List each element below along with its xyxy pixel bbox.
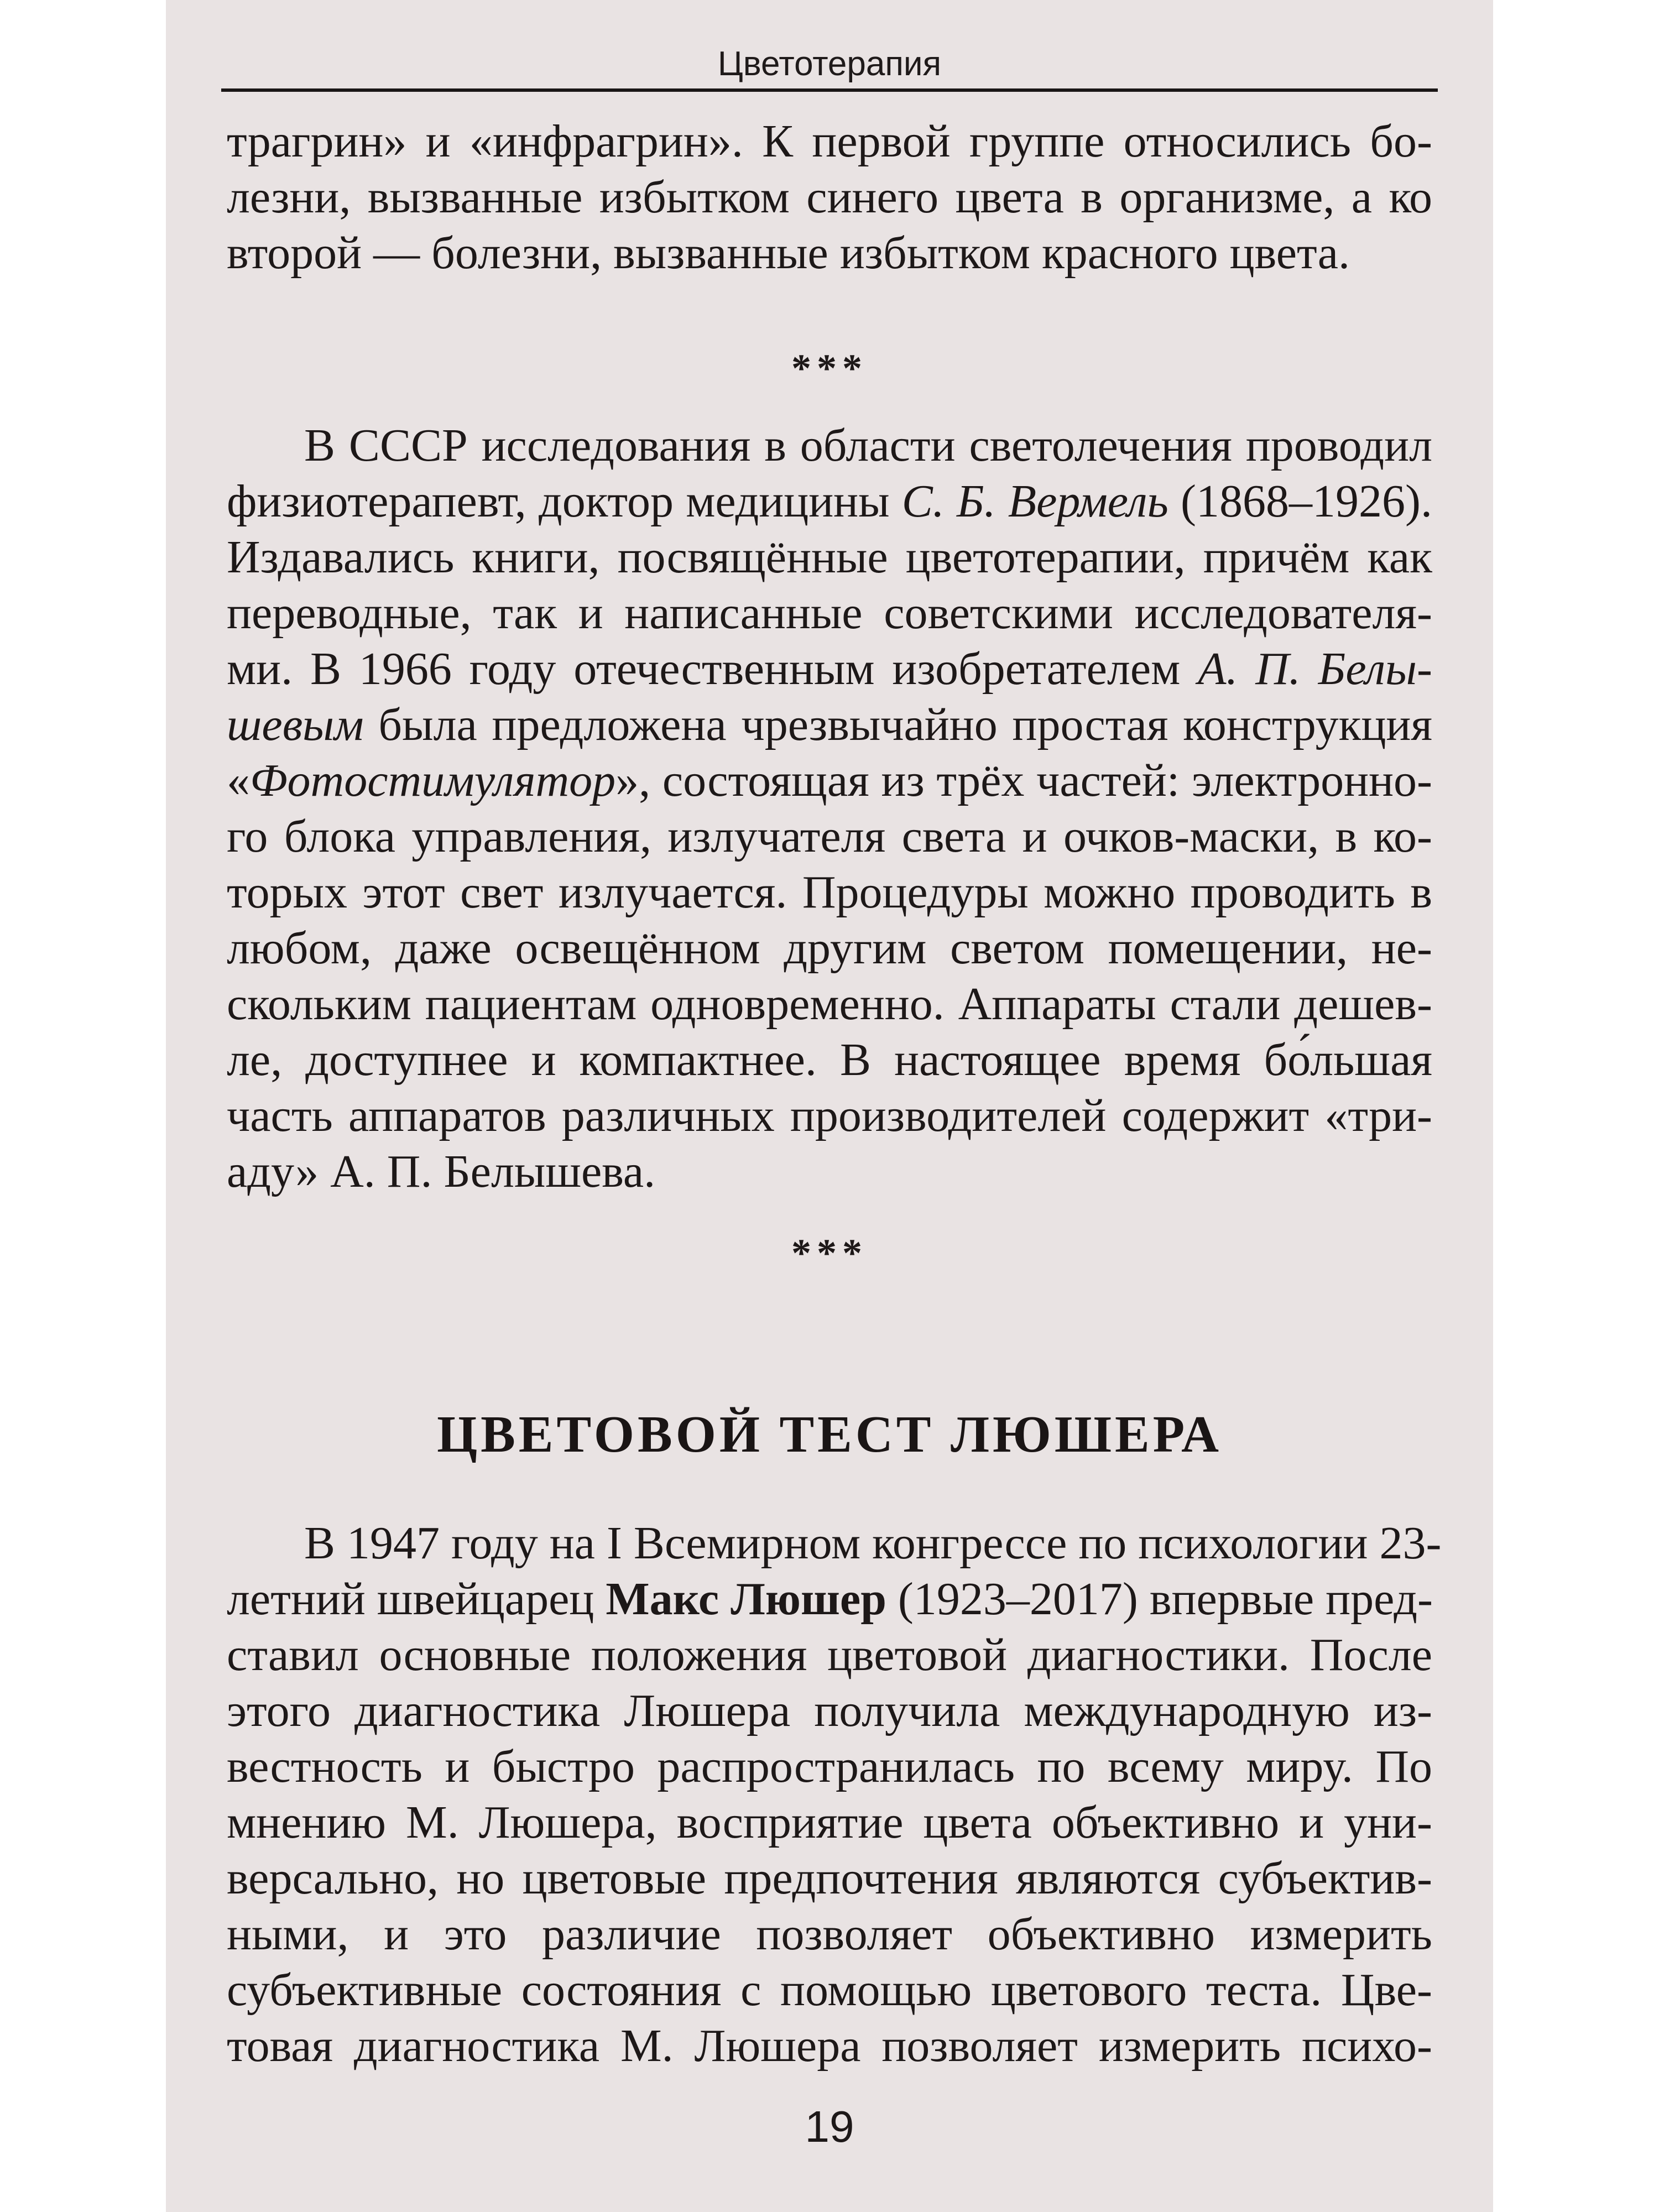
- text-line: версально, но цветовые предпочтения являются субъектив-: [227, 1853, 1432, 1904]
- text-line: В СССР исследования в области светолечения проводил: [304, 420, 1432, 471]
- text-segment: физиотерапевт, доктор медицины: [227, 476, 902, 527]
- text-segment: «: [227, 755, 250, 806]
- text-line: переводные, так и написанные советскими исследователя-: [227, 587, 1432, 639]
- text-line: Издавались книги, посвящённые цветотерапии, причём как: [227, 531, 1432, 583]
- person-name: А. П. Белы-: [1198, 643, 1432, 695]
- text-line: товая диагностика М. Люшера позволяет измерить психо-: [227, 2020, 1432, 2072]
- paragraph-continuation: [227, 113, 1432, 281]
- section-separator: ***: [791, 346, 868, 390]
- person-name: шевым: [227, 699, 364, 750]
- text-segment: (1868–1926).: [1168, 476, 1432, 527]
- text-segment: (1923–2017) впервые пред-: [886, 1573, 1433, 1625]
- text-line: аду» А. П. Белышева.: [227, 1146, 656, 1197]
- person-name: Макс Люшер: [606, 1573, 886, 1625]
- text-line: [227, 697, 1432, 753]
- section-heading: ЦВЕТОВОЙ ТЕСТ ЛЮШЕРА: [436, 1406, 1223, 1463]
- text-segment: ми. В 1966 году отечественным изобретателем: [227, 643, 1198, 695]
- paragraph-cccp: [227, 418, 1432, 1199]
- text-segment: была предложена чрезвычайно простая конструкция: [363, 699, 1432, 750]
- text-line: вестность и быстро распространилась по всему миру. По: [227, 1741, 1432, 1792]
- text-line: [227, 753, 1432, 808]
- text-line: го блока управления, излучателя света и очков-маски, в ко-: [227, 811, 1432, 862]
- text-line: [227, 473, 1432, 529]
- text-line: субъективные состояния с помощью цветового теста. Цве-: [227, 1964, 1432, 2016]
- text-line: ле, доступнее и компактнее. В настоящее время бо́льшая: [227, 1034, 1432, 1086]
- header-rule: [221, 88, 1438, 92]
- text-line: [227, 1571, 1432, 1627]
- page-number: 19: [805, 2102, 854, 2151]
- text-line: любом, даже освещённом другим светом помещении, не-: [227, 922, 1432, 974]
- text-segment: », состоящая из трёх частей: электронно-: [615, 755, 1432, 806]
- text-line: второй — болезни, вызванные избытком красного цвета.: [227, 227, 1350, 279]
- paragraph-luscher: [227, 1515, 1442, 2074]
- text-line: лезни, вызванные избытком синего цвета в организме, а ко: [227, 171, 1432, 223]
- person-name: С. Б. Вермель: [901, 476, 1168, 527]
- text-line: часть аппаратов различных производителей содержит «три-: [227, 1090, 1432, 1141]
- running-head: Цветотерапия: [717, 45, 942, 83]
- text-segment: летний швейцарец: [227, 1573, 606, 1625]
- text-line: ными, и это различие позволяет объективно измерить: [227, 1908, 1432, 1960]
- section-separator: ***: [791, 1231, 868, 1275]
- text-line: [227, 641, 1432, 697]
- text-line: этого диагностика Люшера получила международную из-: [227, 1685, 1432, 1736]
- text-line: скольким пациентам одновременно. Аппараты стали дешев-: [227, 978, 1432, 1030]
- text-line: ставил основные положения цветовой диагностики. После: [227, 1629, 1432, 1681]
- text-line: В 1947 году на I Всемирном конгрессе по психологии 23-: [304, 1517, 1442, 1569]
- text-line: торых этот свет излучается. Процедуры можно проводить в: [227, 867, 1432, 918]
- text-line: мнению М. Люшера, восприятие цвета объективно и уни-: [227, 1797, 1432, 1848]
- device-name: Фотостимулятор: [250, 755, 616, 806]
- text-line: трагрин» и «инфрагрин». К первой группе относились бо-: [227, 116, 1432, 167]
